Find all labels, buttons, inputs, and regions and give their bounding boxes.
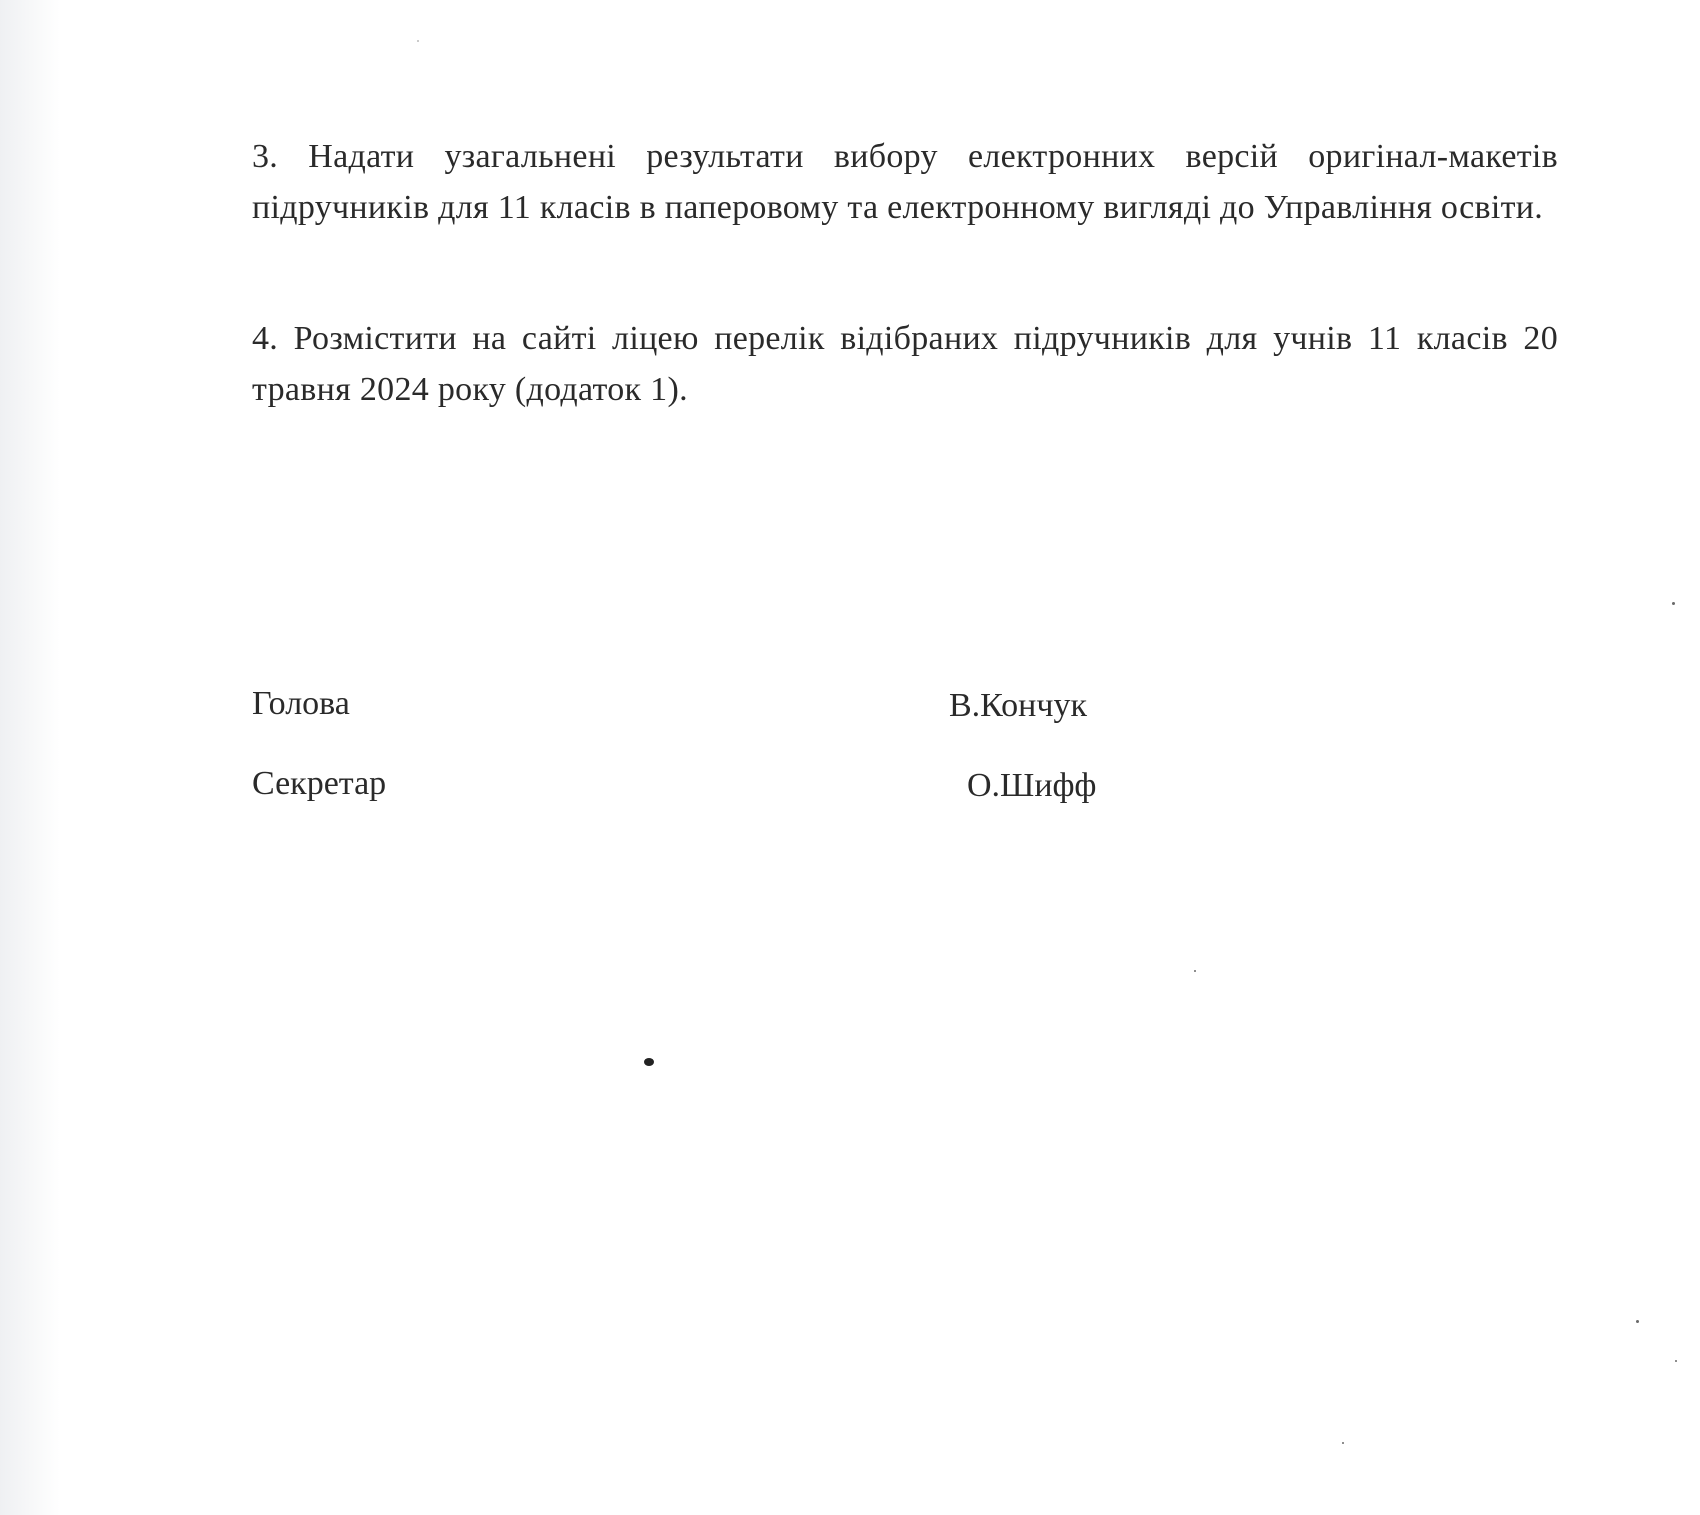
signature-role-head: Голова (252, 685, 350, 722)
paragraph-item-3: 3. Надати узагальнені результати вибору електронних версій оригінал-макетів підручників для 11 класів в паперовому та електронному вигляді до Управління освіти. (252, 138, 1558, 226)
signature-name-head: В.Кончук (949, 687, 1087, 724)
scan-speck (644, 1058, 654, 1066)
paragraph-item-4: 4. Розмістити на сайті ліцею перелік відібраних підручників для учнів 11 класів 20 травня 2024 року (додаток 1). (252, 320, 1558, 408)
scan-speck (1672, 602, 1675, 605)
scan-speck (1636, 1320, 1639, 1323)
scan-speck (1675, 1360, 1677, 1362)
scan-speck (1194, 970, 1196, 972)
scan-speck (417, 40, 419, 42)
signature-name-secretary: О.Шифф (967, 767, 1097, 804)
signature-role-secretary: Секретар (252, 765, 387, 802)
scan-speck (1342, 1442, 1344, 1444)
scan-edge-shadow (0, 0, 60, 1515)
